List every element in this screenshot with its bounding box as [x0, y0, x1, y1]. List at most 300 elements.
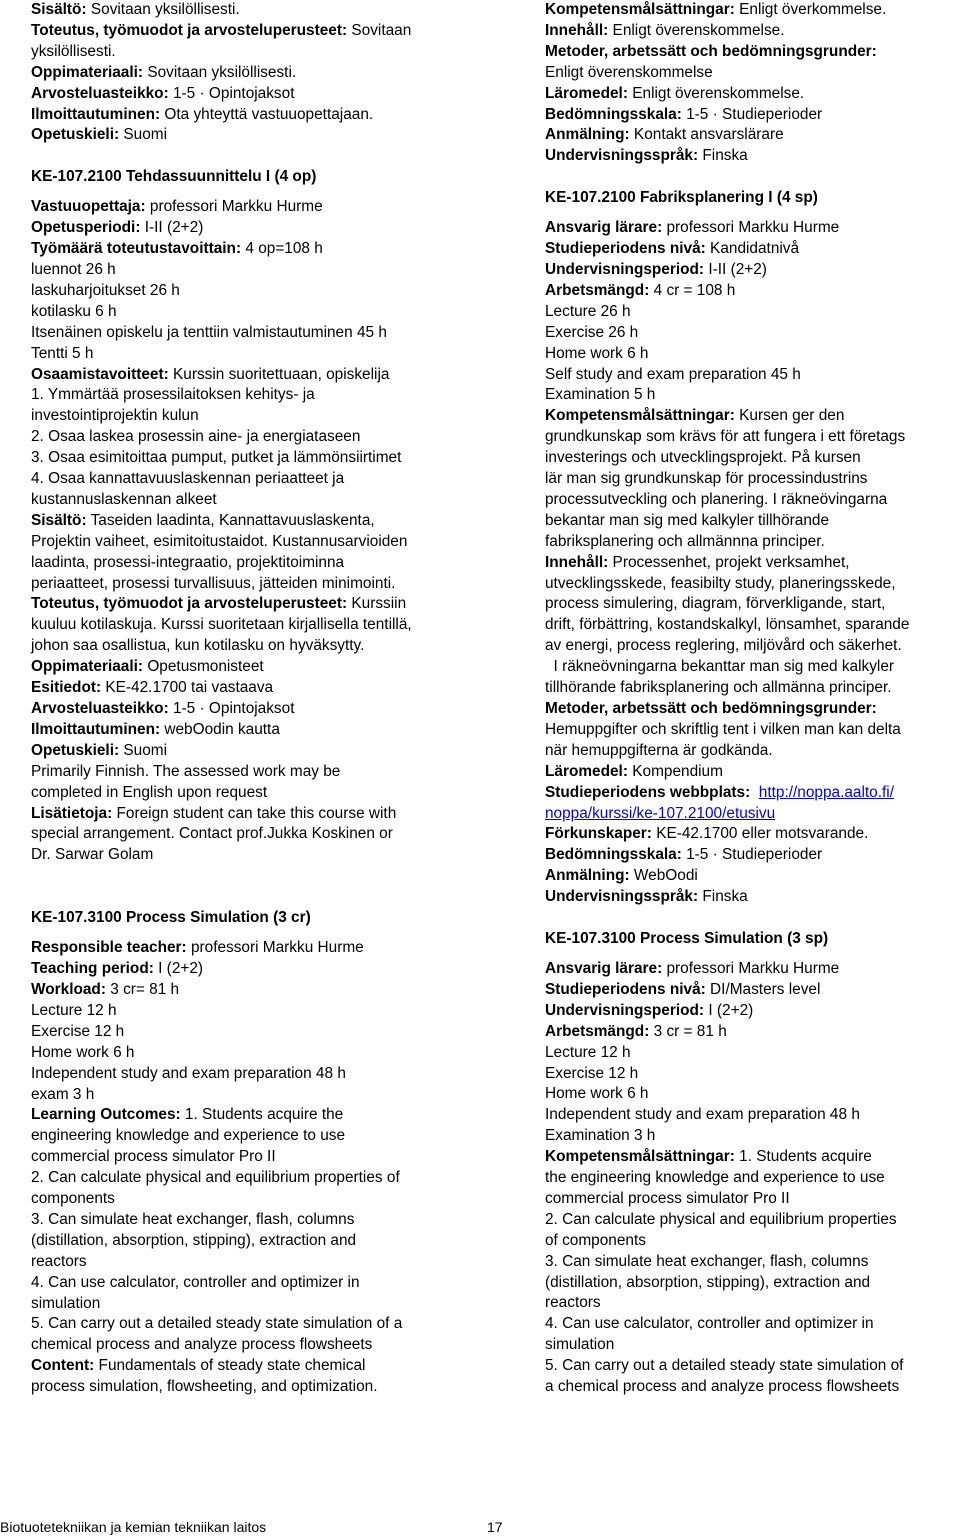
text-line [31, 448, 486, 469]
text-line [31, 260, 486, 281]
text-line [31, 636, 486, 657]
field-value: Itsenäinen opiskelu ja tenttiin valmistautuminen 45 h [31, 323, 387, 341]
text-line [31, 1105, 486, 1126]
text-line [545, 553, 955, 574]
field-value: processutveckling och planering. I räkneövingarna [545, 490, 888, 508]
course-details-ke-107-3100-en [31, 938, 486, 1398]
text-line [545, 866, 955, 887]
field-value: av energi, process reglering, miljövård och säkerhet. [545, 637, 902, 655]
course-details-ke-107-2100-sv [545, 218, 955, 908]
field-value: components [31, 1190, 115, 1208]
field-value: 1. Students acquire [734, 1148, 872, 1166]
text-line [31, 406, 486, 427]
field-value: Home work 6 h [31, 1043, 135, 1061]
footer-page-number: 17 [487, 1519, 503, 1535]
field-label: Läromedel: [545, 84, 628, 102]
field-label: Ansvarig lärare: [545, 219, 663, 237]
text-line [31, 980, 486, 1001]
field-value: Kurssin suoritettuaan, opiskelija [168, 365, 390, 383]
field-value: kustannuslaskennan alkeet [31, 490, 217, 508]
field-value: the engineering knowledge and experience to use [545, 1169, 885, 1187]
field-value: tillhörande fabriksplanering och allmänna principer. [545, 679, 892, 697]
text-line [545, 125, 955, 146]
text-line [31, 1314, 486, 1335]
field-value: drift, förbättring, kostandskalkyl, lönsamhet, sparande [545, 616, 910, 634]
field-label: Undervisningsperiod: [545, 1001, 705, 1019]
text-line [545, 511, 955, 532]
text-line [31, 1147, 486, 1168]
field-value: 1. Students acquire the [180, 1106, 344, 1124]
text-line [545, 980, 955, 1001]
field-value: commercial process simulator Pro II [31, 1148, 276, 1166]
text-line [31, 1356, 486, 1377]
course-webpage-link[interactable]: http://noppa.aalto.fi/ [758, 783, 894, 801]
field-label: Responsible teacher: [31, 939, 187, 957]
field-value: Exercise 12 h [31, 1022, 125, 1040]
text-line [545, 887, 955, 908]
text-line [31, 385, 486, 406]
field-value: Suomi [119, 741, 167, 759]
field-value: 5. Can carry out a detailed steady state simulation of [545, 1357, 904, 1375]
text-line [31, 1252, 486, 1273]
field-label: Ansvarig lärare: [545, 959, 663, 977]
field-value: Hemuppgifter och skriftlig tent i vilken man kan delta [545, 720, 901, 738]
text-line [31, 1189, 486, 1210]
text-line [545, 146, 955, 167]
field-value: simulation [31, 1294, 101, 1312]
field-value: Finska [698, 147, 748, 165]
text-line [545, 959, 955, 980]
field-label: Anmälning: [545, 126, 630, 144]
text-line [31, 63, 486, 84]
text-line [545, 448, 955, 469]
field-value: completed in English upon request [31, 783, 268, 801]
field-value: 5. Can carry out a detailed steady state simulation of a [31, 1315, 403, 1333]
field-value: Finska [698, 888, 748, 906]
field-label: Metoder, arbetssätt och bedömningsgrunder: [545, 42, 877, 60]
text-line [545, 469, 955, 490]
field-label: Lisätietoja: [31, 804, 113, 822]
text-line [545, 574, 955, 595]
text-line [545, 63, 955, 84]
text-line [545, 1231, 955, 1252]
field-value: 3. Can simulate heat exchanger, flash, columns [31, 1210, 355, 1228]
field-value: Independent study and exam preparation 48 h [545, 1106, 860, 1124]
text-line [31, 845, 486, 866]
field-label: Bedömningsskala: [545, 105, 682, 123]
field-value: Opetusmonisteet [143, 658, 264, 676]
field-value: Home work 6 h [545, 1085, 649, 1103]
text-line [545, 824, 955, 845]
field-value: Kontakt ansvarslärare [629, 126, 784, 144]
text-line [31, 218, 486, 239]
course-webpage-link[interactable]: noppa/kurssi/ke-107.2100/etusivu [545, 804, 776, 822]
text-line [545, 84, 955, 105]
field-value: 3 cr = 81 h [649, 1022, 727, 1040]
field-value: 3. Can simulate heat exchanger, flash, columns [545, 1252, 869, 1270]
field-value: Enligt överenskommelse. [608, 21, 785, 39]
field-value: 4 cr = 108 h [649, 281, 736, 299]
field-value: process simulering, diagram, förverkligande, start, [545, 595, 886, 613]
field-value: Enligt överenskommelse [545, 63, 713, 81]
text-line [545, 1189, 955, 1210]
text-line [545, 1314, 955, 1335]
text-line [31, 532, 486, 553]
left-intro-block [31, 0, 486, 146]
field-label: Toteutus, työmuodot ja arvosteluperusteet: [31, 21, 348, 39]
text-line [545, 1168, 955, 1189]
field-label: Studieperiodens webbplats: [545, 783, 751, 801]
text-line [31, 824, 486, 845]
field-value: professori Markku Hurme [186, 939, 364, 957]
field-value: Sovitaan yksilöllisesti. [86, 1, 240, 18]
text-line [545, 1147, 955, 1168]
text-line [31, 1064, 486, 1085]
text-line [545, 783, 955, 804]
field-label: Content: [31, 1357, 95, 1375]
field-value: bekantar man sig med kalkyler tillhörande [545, 511, 830, 529]
text-line [545, 1043, 955, 1064]
field-value: Projektin vaiheet, esimitoitustaidot. Kustannusarvioiden [31, 532, 408, 550]
field-label: Metoder, arbetssätt och bedömningsgrunder: [545, 700, 877, 717]
field-value: Self study and exam preparation 45 h [545, 365, 801, 383]
field-value: a chemical process and analyze process flowsheets [545, 1378, 900, 1396]
text-line [545, 1105, 955, 1126]
course-details-ke-107-2100-fi [31, 197, 486, 866]
field-value: professori Markku Hurme [145, 198, 323, 216]
field-value: Exercise 26 h [545, 323, 639, 341]
field-value: Lecture 26 h [545, 302, 631, 320]
text-line [31, 1126, 486, 1147]
text-line [545, 594, 955, 615]
field-value: laskuharjoitukset 26 h [31, 281, 180, 299]
text-line [31, 1022, 486, 1043]
field-value: Taseiden laadinta, Kannattavuuslaskenta, [86, 511, 375, 529]
field-value: (distillation, absorption, stipping), extraction and [31, 1231, 357, 1249]
field-value: grundkunskap som krävs för att fungera i ett företags [545, 428, 906, 446]
field-label: Sisältö: [31, 511, 87, 529]
field-value: fabriksplanering och allmännna principer. [545, 532, 825, 550]
field-value: lär man sig grundkunskap för processindustrins [545, 470, 868, 488]
field-value: kuuluu kotilaskuja. Kurssi suoritetaan kirjallisella tentillä, [31, 616, 412, 634]
text-line [545, 1126, 955, 1147]
field-value: Sovitaan [347, 21, 412, 39]
text-line [31, 42, 486, 63]
text-line [545, 657, 955, 678]
text-line [31, 678, 486, 699]
text-line [31, 302, 486, 323]
field-value: Kurssiin [347, 595, 407, 613]
text-line [545, 218, 955, 239]
field-value: I (2+2) [704, 1001, 754, 1019]
field-value: investerings och utvecklingsprojekt. På kursen [545, 449, 861, 467]
field-label: Osaamistavoitteet: [31, 365, 169, 383]
field-value: simulation [545, 1336, 615, 1354]
field-label: Anmälning: [545, 867, 630, 885]
field-value: Examination 5 h [545, 386, 656, 404]
field-label: Opetuskieli: [31, 126, 120, 144]
field-value: Enligt överkommelse. [734, 1, 887, 18]
text-line [545, 1356, 955, 1377]
field-value: luennot 26 h [31, 260, 116, 278]
text-line [31, 344, 486, 365]
field-value: commercial process simulator Pro II [545, 1189, 790, 1207]
field-value: 1. Ymmärtää prosessilaitoksen kehitys- ja [31, 386, 315, 404]
field-value: 4. Can use calculator, controller and optimizer in [31, 1273, 360, 1291]
text-line [545, 0, 955, 21]
text-line [31, 105, 486, 126]
text-line [31, 804, 486, 825]
text-line [545, 21, 955, 42]
field-value: Exercise 12 h [545, 1064, 639, 1082]
right-intro-block [545, 0, 955, 167]
field-value: Lecture 12 h [31, 1001, 117, 1019]
field-value: I (2+2) [153, 960, 204, 978]
text-line [545, 302, 955, 323]
text-line [31, 657, 486, 678]
field-label: Studieperiodens nivå: [545, 980, 706, 998]
right-column [545, 0, 955, 1398]
text-line [545, 1273, 955, 1294]
field-value: DI/Masters level [705, 980, 821, 998]
field-value: Home work 6 h [545, 344, 649, 362]
text-line [31, 1001, 486, 1022]
field-value: process simulation, flowsheeting, and optimization. [31, 1378, 378, 1396]
field-value: Foreign student can take this course with [112, 804, 397, 822]
text-line [31, 1085, 486, 1106]
field-label: Oppimateriaali: [31, 658, 144, 676]
text-line [31, 239, 486, 260]
field-value: I räkneövningarna bekanttar man sig med kalkyler [545, 658, 895, 676]
left-column [31, 0, 486, 1398]
field-value: 1-5 · Opintojaksot [168, 700, 295, 717]
text-line [31, 574, 486, 595]
field-value: (distillation, absorption, stipping), extraction and [545, 1273, 871, 1291]
field-label: Förkunskaper: [545, 825, 652, 843]
course-title-ke-107-2100-sv: KE-107.2100 Fabriksplanering I (4 sp) [545, 189, 818, 207]
text-line [31, 1231, 486, 1252]
field-value: laadinta, prosessi-integraatio, projektitoiminna [31, 553, 345, 571]
text-line [31, 427, 486, 448]
text-line [31, 594, 486, 615]
field-label: Arvosteluasteikko: [31, 84, 169, 102]
field-value: of components [545, 1231, 646, 1249]
field-label: Studieperiodens nivå: [545, 240, 706, 258]
text-line [31, 1335, 486, 1356]
text-line [31, 469, 486, 490]
field-label: Workload: [31, 980, 106, 998]
text-line [31, 1210, 486, 1231]
text-line [545, 762, 955, 783]
field-label: Vastuuopettaja: [31, 198, 146, 216]
field-label: Opetuskieli: [31, 741, 120, 759]
field-value: 2. Can calculate physical and equilibrium properties [545, 1210, 897, 1228]
field-label: Ilmoittautuminen: [31, 720, 161, 738]
text-line [31, 511, 486, 532]
field-label: Oppimateriaali: [31, 63, 144, 81]
field-value: Enligt överenskommelse. [627, 84, 805, 102]
field-value: 3 cr= 81 h [105, 980, 180, 998]
course-details-ke-107-3100-sv [545, 959, 955, 1398]
text-line [545, 42, 955, 63]
field-label: Undervisningsspråk: [545, 888, 699, 906]
field-value: Kandidatnivå [705, 240, 800, 258]
field-value: Processenhet, projekt verksamhet, [608, 553, 850, 571]
field-value: johon saa osallistua, kun kotilasku on hyväksytty. [31, 637, 365, 655]
field-label: Undervisningsperiod: [545, 260, 705, 278]
field-value: KE-42.1700 tai vastaava [101, 679, 274, 697]
field-value: engineering knowledge and experience to use [31, 1127, 346, 1145]
text-line [31, 741, 486, 762]
text-line [545, 1252, 955, 1273]
text-line [31, 783, 486, 804]
text-line [31, 1168, 486, 1189]
field-value: Primarily Finnish. The assessed work may be [31, 762, 341, 780]
field-value: investointiprojektin kulun [31, 407, 199, 425]
text-line [31, 125, 486, 146]
field-value: kotilasku 6 h [31, 302, 117, 320]
field-value: utvecklingsskede, feasibilty study, planeringsskede, [545, 574, 896, 592]
text-line [31, 762, 486, 783]
text-line [545, 1064, 955, 1085]
field-value: I-II (2+2) [704, 260, 767, 278]
text-line [545, 406, 955, 427]
field-value: webOodin kautta [160, 720, 280, 738]
text-line [545, 239, 955, 260]
text-line [31, 365, 486, 386]
field-label: Kompetensmålsättningar: [545, 1148, 735, 1166]
field-value: reactors [545, 1294, 601, 1312]
text-line [31, 197, 486, 218]
field-value: Independent study and exam preparation 48 h [31, 1064, 346, 1082]
field-label: Toteutus, työmuodot ja arvosteluperusteet: [31, 595, 348, 613]
text-line [545, 804, 955, 825]
text-line [545, 1001, 955, 1022]
field-value: 3. Osaa esimitoittaa pumput, putket ja lämmönsiirtimet [31, 449, 402, 467]
field-label: Learning Outcomes: [31, 1106, 181, 1124]
field-label: Opetusperiodi: [31, 219, 141, 237]
field-label: Teaching period: [31, 960, 154, 978]
text-line [545, 532, 955, 553]
text-line [545, 427, 955, 448]
field-label: Ilmoittautuminen: [31, 105, 161, 123]
text-line [31, 959, 486, 980]
text-line [545, 105, 955, 126]
field-label: Arbetsmängd: [545, 1022, 650, 1040]
field-label: Kompetensmålsättningar: [545, 407, 735, 425]
field-value: Kursen ger den [734, 407, 845, 425]
text-line [31, 1377, 486, 1398]
field-label: Bedömningsskala: [545, 846, 682, 864]
field-value: Kompendium [627, 762, 723, 780]
text-line [545, 344, 955, 365]
text-line [545, 281, 955, 302]
text-line [31, 699, 486, 720]
field-value: Dr. Sarwar Golam [31, 846, 154, 864]
field-value: Lecture 12 h [545, 1043, 631, 1061]
field-label: Arvosteluasteikko: [31, 700, 169, 717]
field-value: periaatteet, prosessi turvallisuus, jätteiden minimointi. [31, 574, 396, 592]
field-value: yksilöllisesti. [31, 42, 116, 60]
footer-department: Biotuotetekniikan ja kemian tekniikan laitos [0, 1519, 267, 1535]
field-label: Läromedel: [545, 762, 628, 780]
course-title-ke-107-3100-sv: KE-107.3100 Process Simulation (3 sp) [545, 930, 829, 948]
field-label: Kompetensmålsättningar: [545, 1, 735, 18]
field-value: Suomi [119, 126, 167, 144]
field-value: Ota yhteyttä vastuuopettajaan. [160, 105, 374, 123]
field-value: när hemuppgifterna är godkända. [545, 741, 773, 759]
field-value: 1-5 · Studieperioder [681, 846, 823, 864]
text-line [545, 1335, 955, 1356]
field-label: Sisältö: [31, 1, 87, 18]
field-value [750, 784, 759, 801]
text-line [545, 699, 955, 720]
text-line [545, 678, 955, 699]
text-line [31, 21, 486, 42]
field-value: Tentti 5 h [31, 344, 94, 362]
text-line [545, 1210, 955, 1231]
field-value: 4 op=108 h [241, 240, 323, 258]
text-line [31, 490, 486, 511]
field-value: 4. Osaa kannattavuuslaskennan periaatteet ja [31, 470, 345, 488]
text-line [31, 1043, 486, 1064]
text-line [31, 323, 486, 344]
field-label: Innehåll: [545, 553, 609, 571]
field-label: Innehåll: [545, 21, 609, 39]
text-line [545, 385, 955, 406]
field-value: 4. Can use calculator, controller and optimizer in [545, 1315, 874, 1333]
field-value: professori Markku Hurme [662, 219, 840, 237]
field-value: WebOodi [629, 867, 698, 885]
text-line [31, 615, 486, 636]
text-line [31, 938, 486, 959]
text-line [545, 1377, 955, 1398]
text-line [31, 1273, 486, 1294]
field-value: 2. Osaa laskea prosessin aine- ja energiataseen [31, 428, 361, 446]
field-value: special arrangement. Contact prof.Jukka Koskinen or [31, 825, 393, 843]
field-value: Fundamentals of steady state chemical [94, 1357, 366, 1375]
text-line [31, 720, 486, 741]
text-line [31, 553, 486, 574]
field-label: Arbetsmängd: [545, 281, 650, 299]
course-title-ke-107-3100-en: KE-107.3100 Process Simulation (3 cr) [31, 909, 311, 927]
course-title-ke-107-2100-fi: KE-107.2100 Tehdassuunnittelu I (4 op) [31, 168, 317, 186]
text-line [545, 490, 955, 511]
text-line [545, 1084, 955, 1105]
field-label: Undervisningsspråk: [545, 147, 699, 165]
field-value: Sovitaan yksilöllisesti. [143, 63, 297, 81]
text-line [545, 845, 955, 866]
field-value: I-II (2+2) [140, 219, 204, 237]
field-value: 1-5 · Opintojaksot [168, 84, 295, 102]
text-line [545, 365, 955, 386]
field-value: Examination 3 h [545, 1127, 656, 1145]
field-value: chemical process and analyze process flowsheets [31, 1336, 373, 1354]
field-value: 1-5 · Studieperioder [681, 105, 823, 123]
text-line [545, 260, 955, 281]
field-value: exam 3 h [31, 1085, 95, 1103]
field-value: KE-42.1700 eller motsvarande. [651, 825, 869, 843]
text-line [545, 615, 955, 636]
field-value: 2. Can calculate physical and equilibrium properties of [31, 1169, 400, 1187]
text-line [31, 0, 486, 21]
text-line [31, 1294, 486, 1315]
field-value: reactors [31, 1252, 87, 1270]
field-label: Esitiedot: [31, 679, 102, 697]
text-line [545, 1022, 955, 1043]
text-line [545, 1293, 955, 1314]
field-label: Työmäärä toteutustavoittain: [31, 240, 242, 258]
